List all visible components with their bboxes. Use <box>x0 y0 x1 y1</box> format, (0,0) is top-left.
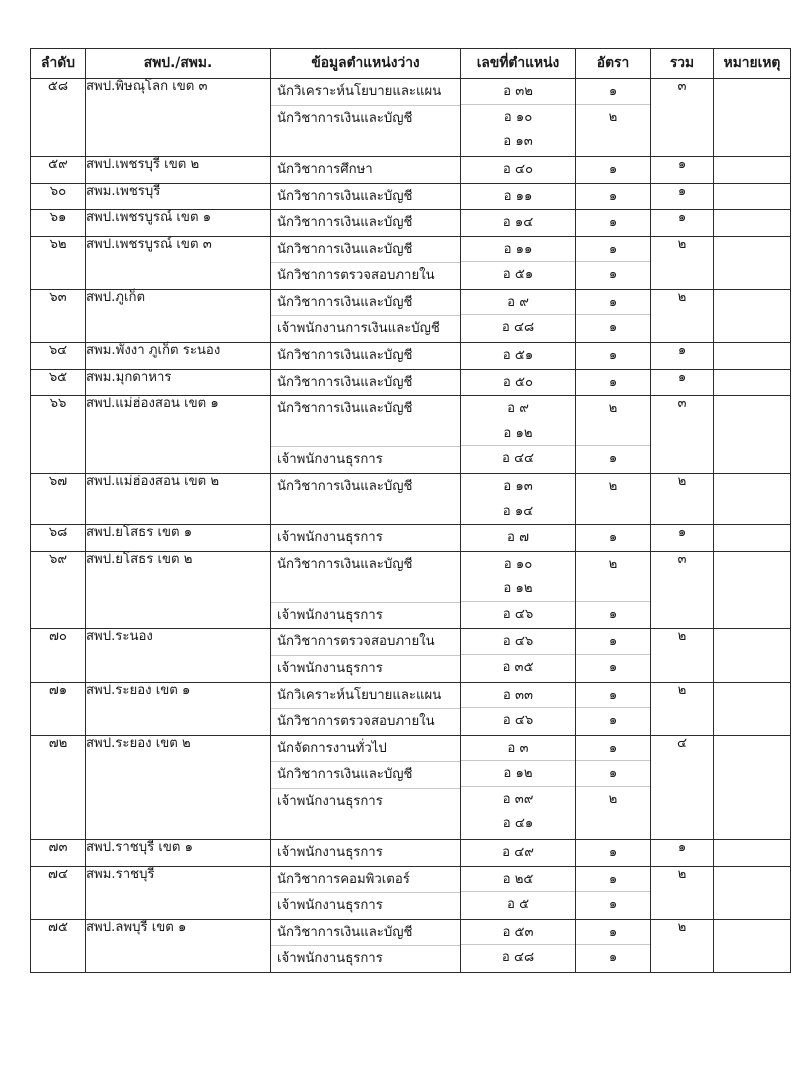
cell-position-code-list <box>461 289 576 342</box>
cell-office-name: สพม.พังงา ภูเก็ต ระนอง <box>86 343 271 370</box>
position-code: อ ๔๔ <box>501 451 535 467</box>
position-title: นักวิเคราะห์นโยบายและแผน <box>277 84 442 100</box>
cell-order-no: ๖๒ <box>31 236 86 289</box>
table-row <box>31 289 791 342</box>
cell-office-name: สพป.ระนอง <box>86 629 271 682</box>
cell-note <box>714 79 791 157</box>
table-row <box>31 343 791 370</box>
position-title: นักวิชาการเงินและบัญชี <box>277 188 413 204</box>
table-row <box>31 79 791 157</box>
rate-value: ๒ <box>608 791 618 807</box>
cell-office-name: สพม.มุกดาหาร <box>86 369 271 396</box>
cell-position-code-list <box>461 840 576 867</box>
position-spacer <box>271 577 460 602</box>
cell-total: ๓ <box>651 396 714 474</box>
position-spacer <box>271 131 460 156</box>
position-code: อ ๔๖ <box>502 713 534 729</box>
cell-total: ๓ <box>651 551 714 629</box>
cell-order-no: ๗๑ <box>31 682 86 735</box>
cell-total: ๑ <box>651 840 714 867</box>
cell-office-name: สพป.ยโสธร เขต ๑ <box>86 525 271 552</box>
table-row <box>31 840 791 867</box>
cell-rate-list <box>576 551 651 629</box>
cell-position-list <box>271 840 461 867</box>
position-code: อ ๓๕ <box>502 659 534 675</box>
position-code: อ ๔๖ <box>502 634 534 650</box>
rate-value: ๑ <box>608 871 618 887</box>
column-header-position: ข้อมูลตำแหน่งว่าง <box>271 49 461 79</box>
rate-value: ๑ <box>608 634 618 650</box>
position-title: เจ้าพนักงานธุรการ <box>277 793 383 809</box>
table-row <box>31 682 791 735</box>
cell-office-name: สพป.ยโสธร เขต ๒ <box>86 551 271 629</box>
cell-position-code-list <box>461 919 576 972</box>
rate-value: ๑ <box>608 162 618 177</box>
cell-rate-list <box>576 183 651 210</box>
cell-rate-list <box>576 473 651 524</box>
position-code: อ ๕๑ <box>502 267 534 283</box>
position-code: อ ๑๑ <box>503 188 533 204</box>
cell-position-list <box>271 210 461 237</box>
position-title: นักวิชาการเงินและบัญชี <box>277 767 413 783</box>
cell-office-name: สพป.ราชบุรี เขต ๑ <box>86 840 271 867</box>
table-row <box>31 473 791 524</box>
rate-value: ๑ <box>608 740 618 756</box>
rate-value: ๒ <box>608 556 618 572</box>
rate-value: ๑ <box>608 897 618 913</box>
cell-rate-list <box>576 343 651 370</box>
rate-value: ๑ <box>608 188 618 204</box>
cell-note <box>714 629 791 682</box>
cell-note <box>714 183 791 210</box>
table-row <box>31 183 791 210</box>
column-header-note: หมายเหตุ <box>714 49 791 79</box>
cell-office-name: สพป.แม่ฮ่องสอน เขต ๑ <box>86 396 271 474</box>
cell-position-code-list <box>461 157 576 184</box>
cell-position-list <box>271 236 461 289</box>
rate-value: ๑ <box>608 845 618 861</box>
cell-office-name: สพป.ระยอง เขต ๑ <box>86 682 271 735</box>
cell-note <box>714 682 791 735</box>
position-code: อ ๑๔ <box>502 215 534 231</box>
cell-office-name: สพป.เพชรบุรี เขต ๒ <box>86 157 271 184</box>
cell-office-name: สพป.แม่ฮ่องสอน เขต ๒ <box>86 473 271 524</box>
cell-rate-list <box>576 369 651 396</box>
position-title: นักวิชาการตรวจสอบภายใน <box>277 268 435 284</box>
rate-value: ๑ <box>608 215 618 231</box>
cell-position-code-list <box>461 396 576 474</box>
cell-order-no: ๖๕ <box>31 369 86 396</box>
cell-order-no: ๖๙ <box>31 551 86 629</box>
cell-note <box>714 236 791 289</box>
position-code: อ ๕๓ <box>502 924 534 940</box>
position-title: นักวิชาการเงินและบัญชี <box>277 110 413 126</box>
position-title: เจ้าพนักงานธุรการ <box>277 452 383 468</box>
position-code: อ ๗ <box>506 530 530 546</box>
position-code: อ ๑๒ <box>503 425 533 441</box>
cell-order-no: ๖๖ <box>31 396 86 474</box>
cell-rate-list <box>576 289 651 342</box>
column-header-office: สพป./สพม. <box>86 49 271 79</box>
position-title: นักวิเคราะห์นโยบายและแผน <box>277 687 442 703</box>
position-title: เจ้าพนักงานธุรการ <box>277 607 383 623</box>
rate-value: ๑ <box>608 606 618 622</box>
cell-order-no: ๖๗ <box>31 473 86 524</box>
cell-note <box>714 157 791 184</box>
cell-position-code-list <box>461 629 576 682</box>
cell-office-name: สพป.เพชรบูรณ์ เขต ๑ <box>86 210 271 237</box>
cell-position-code-list <box>461 210 576 237</box>
rate-value: ๑ <box>608 659 618 675</box>
cell-position-list <box>271 525 461 552</box>
rate-spacer <box>576 576 650 601</box>
cell-position-code-list <box>461 343 576 370</box>
cell-office-name: สพป.ภูเก็ต <box>86 289 271 342</box>
cell-total: ๒ <box>651 629 714 682</box>
position-title: นักจัดการงานทั่วไป <box>277 740 387 756</box>
cell-office-name: สพม.ราชบุรี <box>86 866 271 919</box>
cell-position-list <box>271 551 461 629</box>
cell-rate-list <box>576 682 651 735</box>
rate-value: ๑ <box>608 294 618 310</box>
cell-order-no: ๗๓ <box>31 840 86 867</box>
cell-order-no: ๖๘ <box>31 525 86 552</box>
position-title: เจ้าพนักงานธุรการ <box>277 660 383 676</box>
position-code: อ ๓๒ <box>503 84 533 100</box>
cell-position-list <box>271 369 461 396</box>
cell-order-no: ๗๒ <box>31 735 86 839</box>
cell-note <box>714 343 791 370</box>
rate-value: ๑ <box>608 241 618 257</box>
position-title: นักวิชาการตรวจสอบภายใน <box>277 714 435 730</box>
position-code: อ ๕๑ <box>502 348 534 364</box>
cell-rate-list <box>576 735 651 839</box>
cell-rate-list <box>576 525 651 552</box>
cell-position-list <box>271 183 461 210</box>
table-row <box>31 369 791 396</box>
position-code: อ ๒๕ <box>502 871 534 887</box>
table-row <box>31 210 791 237</box>
position-code: อ ๔๖ <box>502 606 534 622</box>
cell-rate-list <box>576 236 651 289</box>
cell-order-no: ๖๓ <box>31 289 86 342</box>
column-header-no: ลำดับ <box>31 49 86 79</box>
cell-note <box>714 735 791 839</box>
cell-position-code-list <box>461 183 576 210</box>
table-row <box>31 866 791 919</box>
cell-position-code-list <box>461 551 576 629</box>
cell-rate-list <box>576 157 651 184</box>
position-code: อ ๔๑ <box>502 816 534 832</box>
cell-total: ๒ <box>651 289 714 342</box>
position-title: นักวิชาการเงินและบัญชี <box>277 556 413 572</box>
cell-note <box>714 396 791 474</box>
position-title: นักวิชาการตรวจสอบภายใน <box>277 634 435 650</box>
cell-order-no: ๗๐ <box>31 629 86 682</box>
position-title: เจ้าพนักงานธุรการ <box>277 898 383 914</box>
cell-total: ๒ <box>651 473 714 524</box>
rate-value: ๑ <box>608 267 618 283</box>
cell-note <box>714 210 791 237</box>
cell-position-list <box>271 396 461 474</box>
cell-rate-list <box>576 396 651 474</box>
rate-spacer <box>576 499 650 524</box>
rate-value: ๑ <box>608 348 618 364</box>
rate-value: ๑ <box>608 924 618 940</box>
cell-position-list <box>271 157 461 184</box>
cell-total: ๒ <box>651 866 714 919</box>
position-title: นักวิชาการศึกษา <box>277 162 373 177</box>
rate-value: ๑ <box>608 530 618 546</box>
position-code: อ ๙ <box>507 401 529 417</box>
position-code: อ ๑๓ <box>503 134 533 150</box>
position-code: อ ๑๐ <box>503 109 533 125</box>
position-title: นักวิชาการเงินและบัญชี <box>277 215 413 231</box>
cell-position-list <box>271 473 461 524</box>
position-title: นักวิชาการเงินและบัญชี <box>277 401 413 417</box>
table-header <box>31 49 791 79</box>
table-row <box>31 525 791 552</box>
position-code: อ ๔๘ <box>501 950 535 966</box>
table-body <box>31 79 791 973</box>
cell-total: ๒ <box>651 919 714 972</box>
table-row <box>31 551 791 629</box>
cell-position-code-list <box>461 866 576 919</box>
table-row <box>31 396 791 474</box>
cell-rate-list <box>576 79 651 157</box>
rate-value: ๑ <box>608 451 618 467</box>
cell-note <box>714 866 791 919</box>
position-title: นักวิชาการเงินและบัญชี <box>277 294 413 310</box>
cell-total: ๑ <box>651 343 714 370</box>
cell-note <box>714 840 791 867</box>
cell-position-code-list <box>461 735 576 839</box>
position-title: เจ้าพนักงานธุรการ <box>277 530 383 546</box>
position-code: อ ๕๐ <box>502 374 534 390</box>
cell-office-name: สพป.ระยอง เขต ๒ <box>86 735 271 839</box>
cell-position-code-list <box>461 236 576 289</box>
cell-office-name: สพป.พิษณุโลก เขต ๓ <box>86 79 271 157</box>
cell-position-list <box>271 735 461 839</box>
cell-total: ๓ <box>651 79 714 157</box>
position-code: อ ๔๐ <box>502 162 534 177</box>
rate-value: ๑ <box>608 374 618 390</box>
rate-spacer <box>576 129 650 154</box>
position-title: นักวิชาการเงินและบัญชี <box>277 374 413 390</box>
cell-note <box>714 473 791 524</box>
rate-value: ๑ <box>608 713 618 729</box>
rate-value: ๒ <box>608 401 618 417</box>
cell-position-code-list <box>461 473 576 524</box>
cell-order-no: ๗๕ <box>31 919 86 972</box>
rate-spacer <box>576 811 650 836</box>
cell-note <box>714 289 791 342</box>
column-header-total: รวม <box>651 49 714 79</box>
table-row <box>31 919 791 972</box>
cell-total: ๔ <box>651 735 714 839</box>
cell-rate-list <box>576 840 651 867</box>
cell-position-list <box>271 866 461 919</box>
position-code: อ ๓ <box>507 740 529 756</box>
rate-spacer <box>576 421 650 446</box>
position-title: เจ้าพนักงานการเงินและบัญชี <box>277 321 440 337</box>
cell-position-list <box>271 919 461 972</box>
position-spacer <box>271 422 460 447</box>
position-title: นักวิชาการเงินและบัญชี <box>277 348 413 364</box>
cell-order-no: ๕๘ <box>31 79 86 157</box>
cell-office-name: สพป.ลพบุรี เขต ๑ <box>86 919 271 972</box>
cell-total: ๑ <box>651 183 714 210</box>
rate-value: ๑ <box>608 687 618 703</box>
cell-total: ๑ <box>651 157 714 184</box>
cell-office-name: สพป.เพชรบูรณ์ เขต ๓ <box>86 236 271 289</box>
cell-rate-list <box>576 210 651 237</box>
cell-order-no: ๕๙ <box>31 157 86 184</box>
rate-value: ๑ <box>608 766 618 782</box>
cell-position-list <box>271 629 461 682</box>
cell-order-no: ๖๑ <box>31 210 86 237</box>
table-row <box>31 157 791 184</box>
header-row <box>31 49 791 79</box>
position-code: อ ๑๐ <box>503 556 533 572</box>
cell-rate-list <box>576 919 651 972</box>
rate-value: ๑ <box>608 950 618 966</box>
cell-order-no: ๖๐ <box>31 183 86 210</box>
cell-note <box>714 369 791 396</box>
rate-value: ๒ <box>608 109 618 125</box>
table-row <box>31 629 791 682</box>
cell-rate-list <box>576 629 651 682</box>
position-code: อ ๑๒ <box>503 766 533 782</box>
rate-value: ๑ <box>608 320 618 336</box>
rate-value: ๑ <box>608 84 618 100</box>
position-title: นักวิชาการเงินและบัญชี <box>277 478 413 494</box>
vacant-position-table <box>30 48 791 973</box>
cell-position-list <box>271 682 461 735</box>
cell-total: ๒ <box>651 682 714 735</box>
cell-position-code-list <box>461 79 576 157</box>
cell-total: ๑ <box>651 525 714 552</box>
position-code: อ ๑๔ <box>502 503 534 519</box>
cell-rate-list <box>576 866 651 919</box>
position-code: อ ๑๑ <box>503 241 533 257</box>
cell-position-code-list <box>461 369 576 396</box>
cell-total: ๑ <box>651 369 714 396</box>
position-code: อ ๙ <box>507 294 529 310</box>
position-code: อ ๔๘ <box>501 320 535 336</box>
cell-office-name: สพม.เพชรบุรี <box>86 183 271 210</box>
cell-order-no: ๖๔ <box>31 343 86 370</box>
cell-position-code-list <box>461 682 576 735</box>
position-title: เจ้าพนักงานธุรการ <box>277 845 383 861</box>
position-code: อ ๓๓ <box>502 687 534 703</box>
cell-note <box>714 919 791 972</box>
column-header-code: เลขที่ตำแหน่ง <box>461 49 576 79</box>
position-title: นักวิชาการเงินและบัญชี <box>277 924 413 940</box>
rate-value: ๒ <box>608 478 618 494</box>
cell-note <box>714 525 791 552</box>
cell-position-list <box>271 79 461 157</box>
position-code: อ ๕ <box>506 897 530 913</box>
cell-order-no: ๗๔ <box>31 866 86 919</box>
position-spacer <box>271 814 460 839</box>
position-code: อ ๑๓ <box>503 478 533 494</box>
cell-position-list <box>271 343 461 370</box>
position-spacer <box>271 500 460 525</box>
table-row <box>31 236 791 289</box>
cell-position-code-list <box>461 525 576 552</box>
cell-position-list <box>271 289 461 342</box>
table-row <box>31 735 791 839</box>
position-code: อ ๑๒ <box>503 581 533 597</box>
cell-note <box>714 551 791 629</box>
position-title: เจ้าพนักงานธุรการ <box>277 951 383 967</box>
cell-total: ๑ <box>651 210 714 237</box>
position-code: อ ๔๙ <box>502 845 534 861</box>
cell-total: ๒ <box>651 236 714 289</box>
column-header-rate: อัตรา <box>576 49 651 79</box>
position-code: อ ๓๙ <box>502 791 534 807</box>
position-title: นักวิชาการเงินและบัญชี <box>277 241 413 257</box>
position-title: นักวิชาการคอมพิวเตอร์ <box>277 871 410 887</box>
